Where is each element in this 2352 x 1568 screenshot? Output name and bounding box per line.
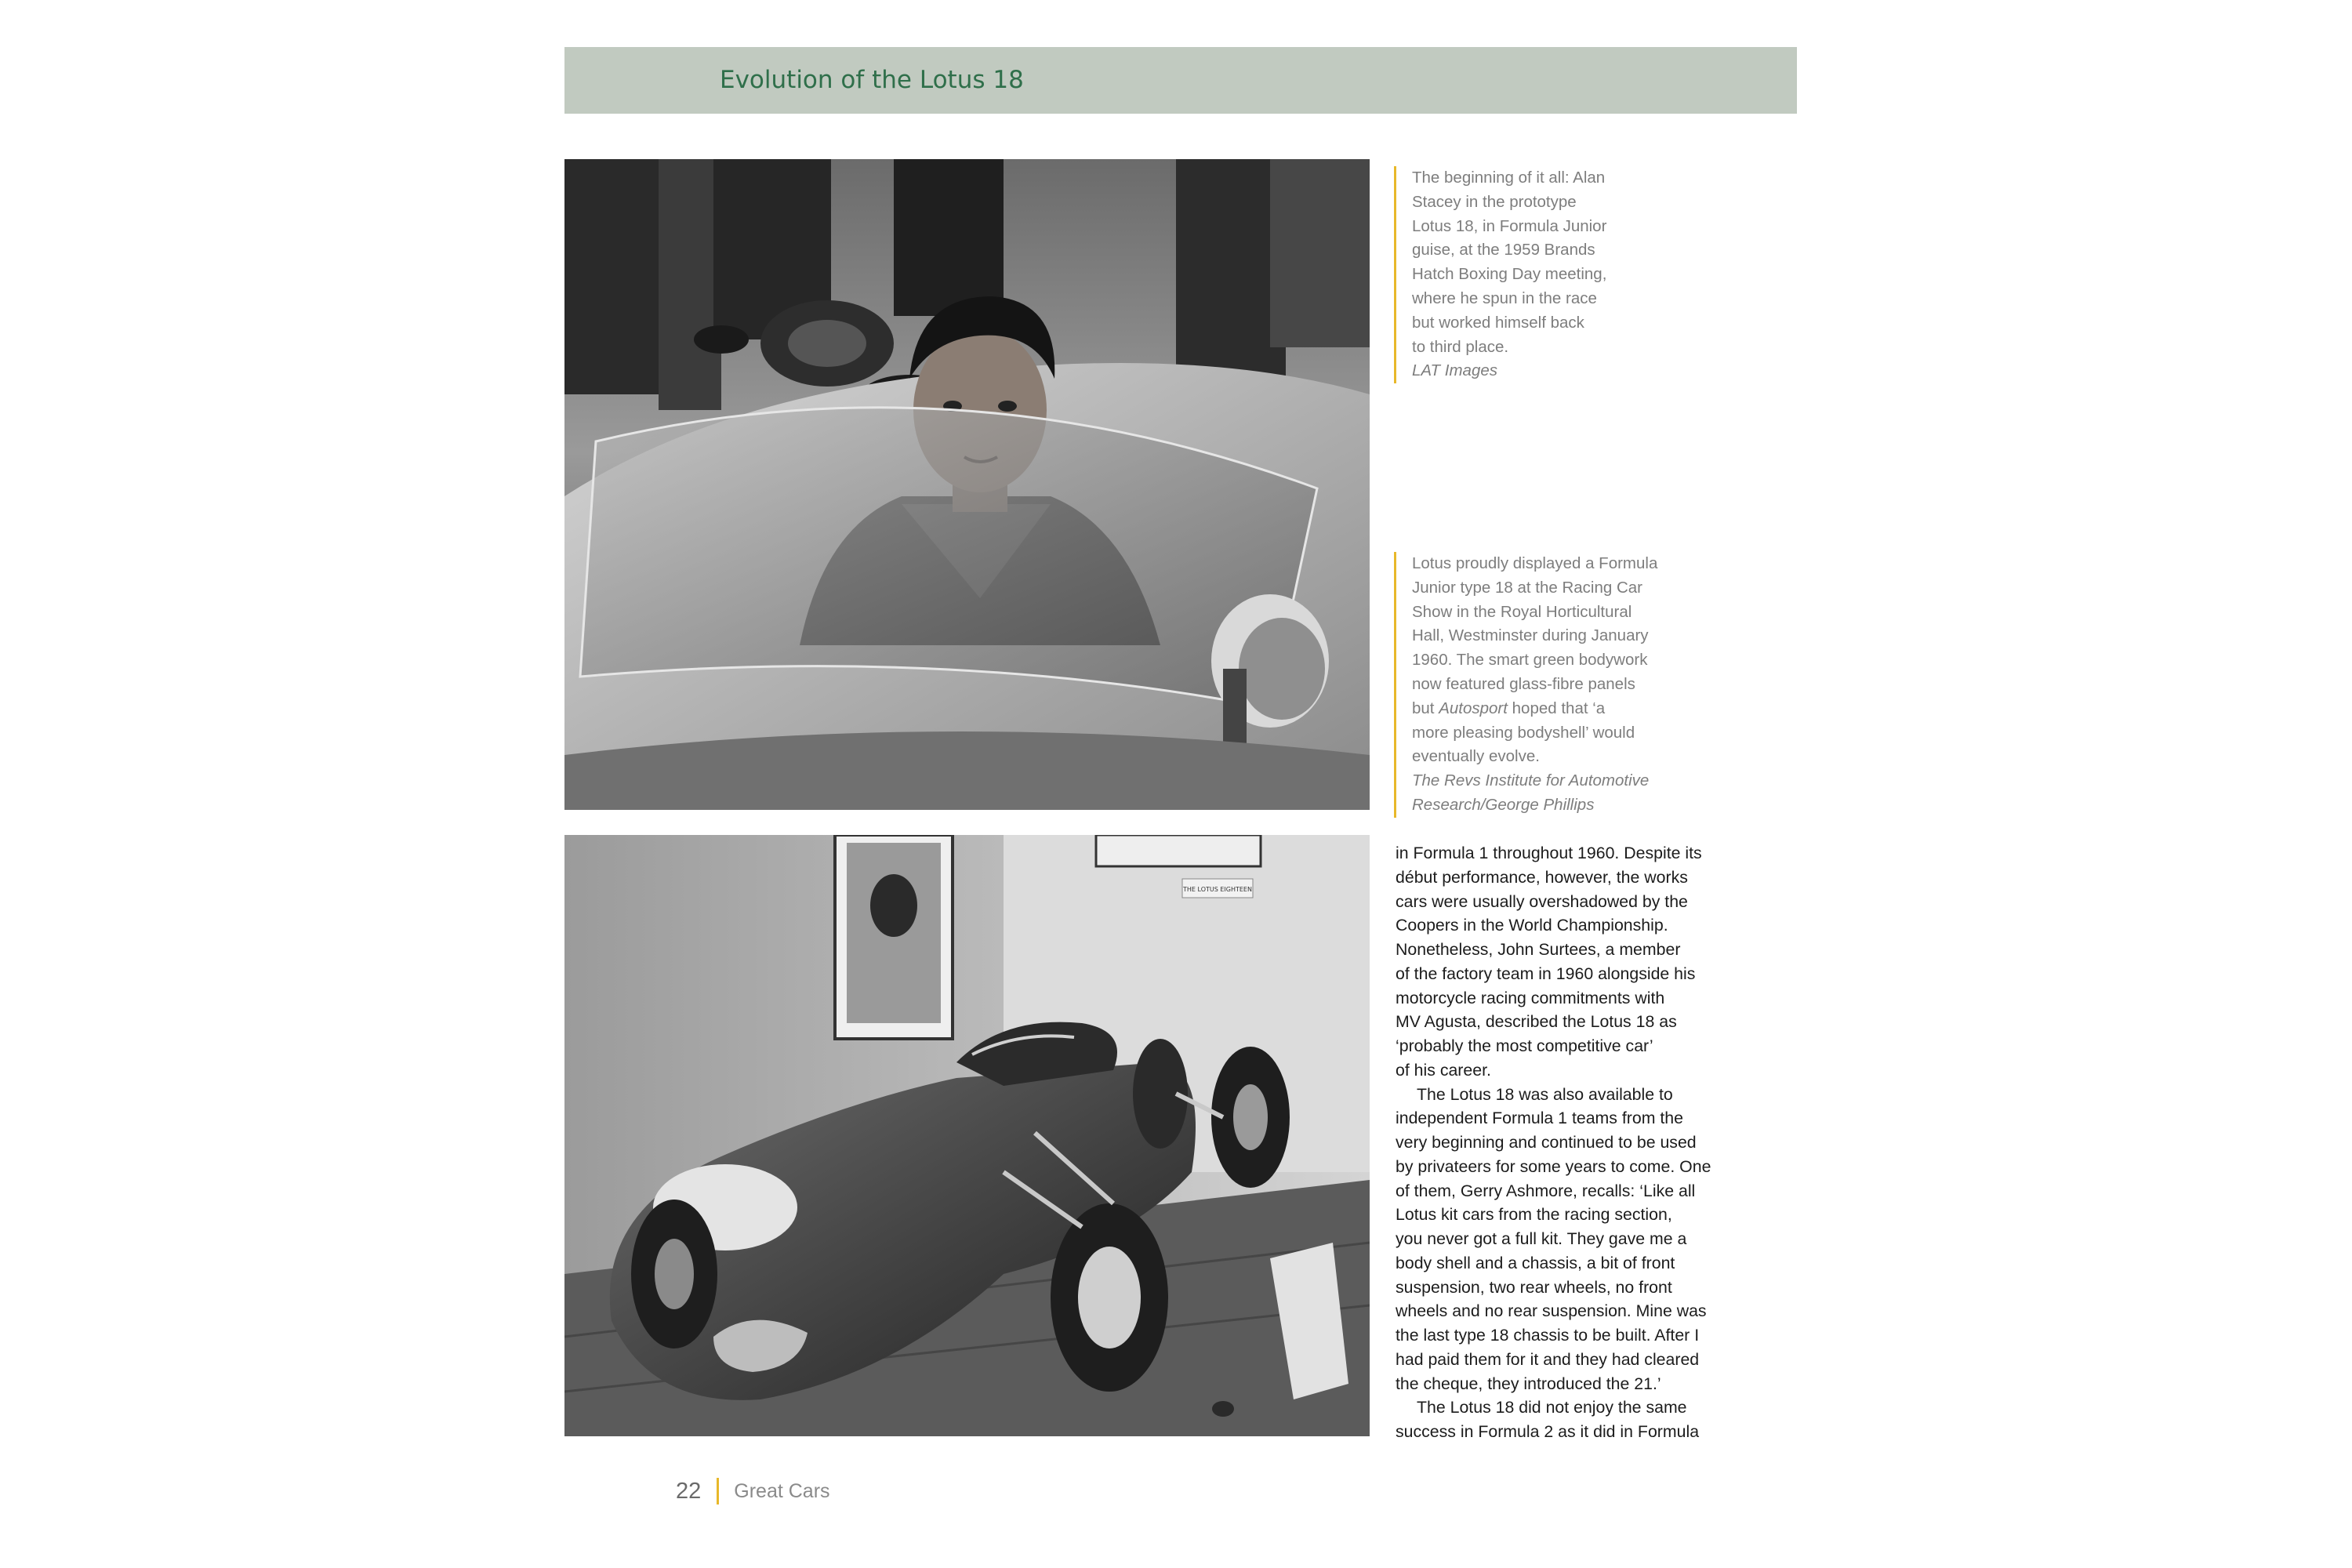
caption-text: hoped that ‘a [1507, 699, 1606, 717]
body-line: motorcycle racing commitments with [1396, 988, 1665, 1007]
caption-line: Lotus proudly displayed a Formula [1412, 554, 1658, 572]
body-line: success in Formula 2 as it did in Formula [1396, 1422, 1700, 1441]
body-line: ‘probably the most competitive car’ [1396, 1036, 1653, 1055]
caption-line: Show in the Royal Horticultural [1412, 602, 1632, 621]
footer-divider [717, 1478, 719, 1504]
caption-line: Lotus 18, in Formula Junior [1412, 216, 1607, 235]
caption-line: guise, at the 1959 Brands [1412, 241, 1595, 260]
caption-top-photo [1394, 166, 1710, 383]
caption-line: The beginning of it all: Alan [1412, 169, 1606, 187]
body-line: cars were usually overshadowed by the [1396, 891, 1688, 911]
caption-line: Hatch Boxing Day meeting, [1412, 265, 1607, 284]
photo-credit: LAT Images [1412, 361, 1497, 380]
body-line: the last type 18 chassis to be built. After I [1396, 1326, 1700, 1345]
body-line: The Lotus 18 was also available to [1417, 1084, 1673, 1104]
caption-text: but [1412, 699, 1439, 717]
publication-name: Autosport [1439, 699, 1508, 717]
book-title: Great Cars [734, 1479, 830, 1502]
body-line: MV Agusta, described the Lotus 18 as [1396, 1012, 1677, 1032]
show-car-photo-illustration [564, 835, 1370, 1436]
body-line: of the factory team in 1960 alongside his [1396, 964, 1696, 983]
caption-line [1412, 697, 1710, 721]
sign-the-lotus-eighteen: THE LOTUS EIGHTEEN [1183, 886, 1252, 893]
body-line: début performance, however, the works [1396, 867, 1688, 887]
caption-bottom-photo [1394, 552, 1710, 818]
body-line: of his career. [1396, 1060, 1491, 1080]
caption-line: now featured glass-fibre panels [1412, 674, 1635, 693]
body-line: The Lotus 18 did not enjoy the same [1417, 1398, 1687, 1417]
driver-photo-illustration [564, 159, 1370, 810]
body-line: you never got a full kit. They gave me a [1396, 1229, 1687, 1248]
caption-line: to third place. [1412, 337, 1509, 356]
caption-line: Junior type 18 at the Racing Car [1412, 578, 1642, 597]
body-line: of them, Gerry Ashmore, recalls: ‘Like all [1396, 1181, 1696, 1200]
chapter-title: Evolution of the Lotus 18 [720, 66, 1024, 94]
chapter-header-band [564, 47, 1797, 114]
body-line: very beginning and continued to be used [1396, 1133, 1697, 1152]
body-text-column [1396, 841, 1709, 1444]
body-line: Nonetheless, John Surtees, a member [1396, 940, 1681, 959]
photo-credit: Research/George Phillips [1412, 795, 1595, 814]
photo-credit: The Revs Institute for Automotive [1412, 771, 1650, 790]
caption-line: 1960. The smart green bodywork [1412, 651, 1648, 670]
body-line: Coopers in the World Championship. [1396, 916, 1668, 935]
photo-driver-in-car [564, 159, 1370, 810]
caption-line: but worked himself back [1412, 313, 1584, 332]
page-footer [676, 1475, 830, 1507]
body-line: by privateers for some years to come. One [1396, 1156, 1711, 1176]
body-line: in Formula 1 throughout 1960. Despite its [1396, 844, 1702, 862]
caption-line: where he spun in the race [1412, 289, 1597, 307]
body-line: body shell and a chassis, a bit of front [1396, 1253, 1675, 1272]
caption-line: eventually evolve. [1412, 747, 1540, 766]
caption-line: Hall, Westminster during January [1412, 626, 1649, 645]
caption-line: Stacey in the prototype [1412, 192, 1577, 211]
body-line: the cheque, they introduced the 21.’ [1396, 1374, 1661, 1393]
photo-lotus-18-show-car [564, 835, 1370, 1436]
body-line: suspension, two rear wheels, no front [1396, 1277, 1672, 1297]
body-line: Lotus kit cars from the racing section, [1396, 1205, 1672, 1225]
body-line: wheels and no rear suspension. Mine was [1396, 1301, 1707, 1321]
page-number: 22 [676, 1478, 702, 1504]
body-line: had paid them for it and they had cleared [1396, 1349, 1700, 1369]
caption-line: more pleasing bodyshell’ would [1412, 723, 1635, 742]
body-line: independent Formula 1 teams from the [1396, 1109, 1683, 1128]
